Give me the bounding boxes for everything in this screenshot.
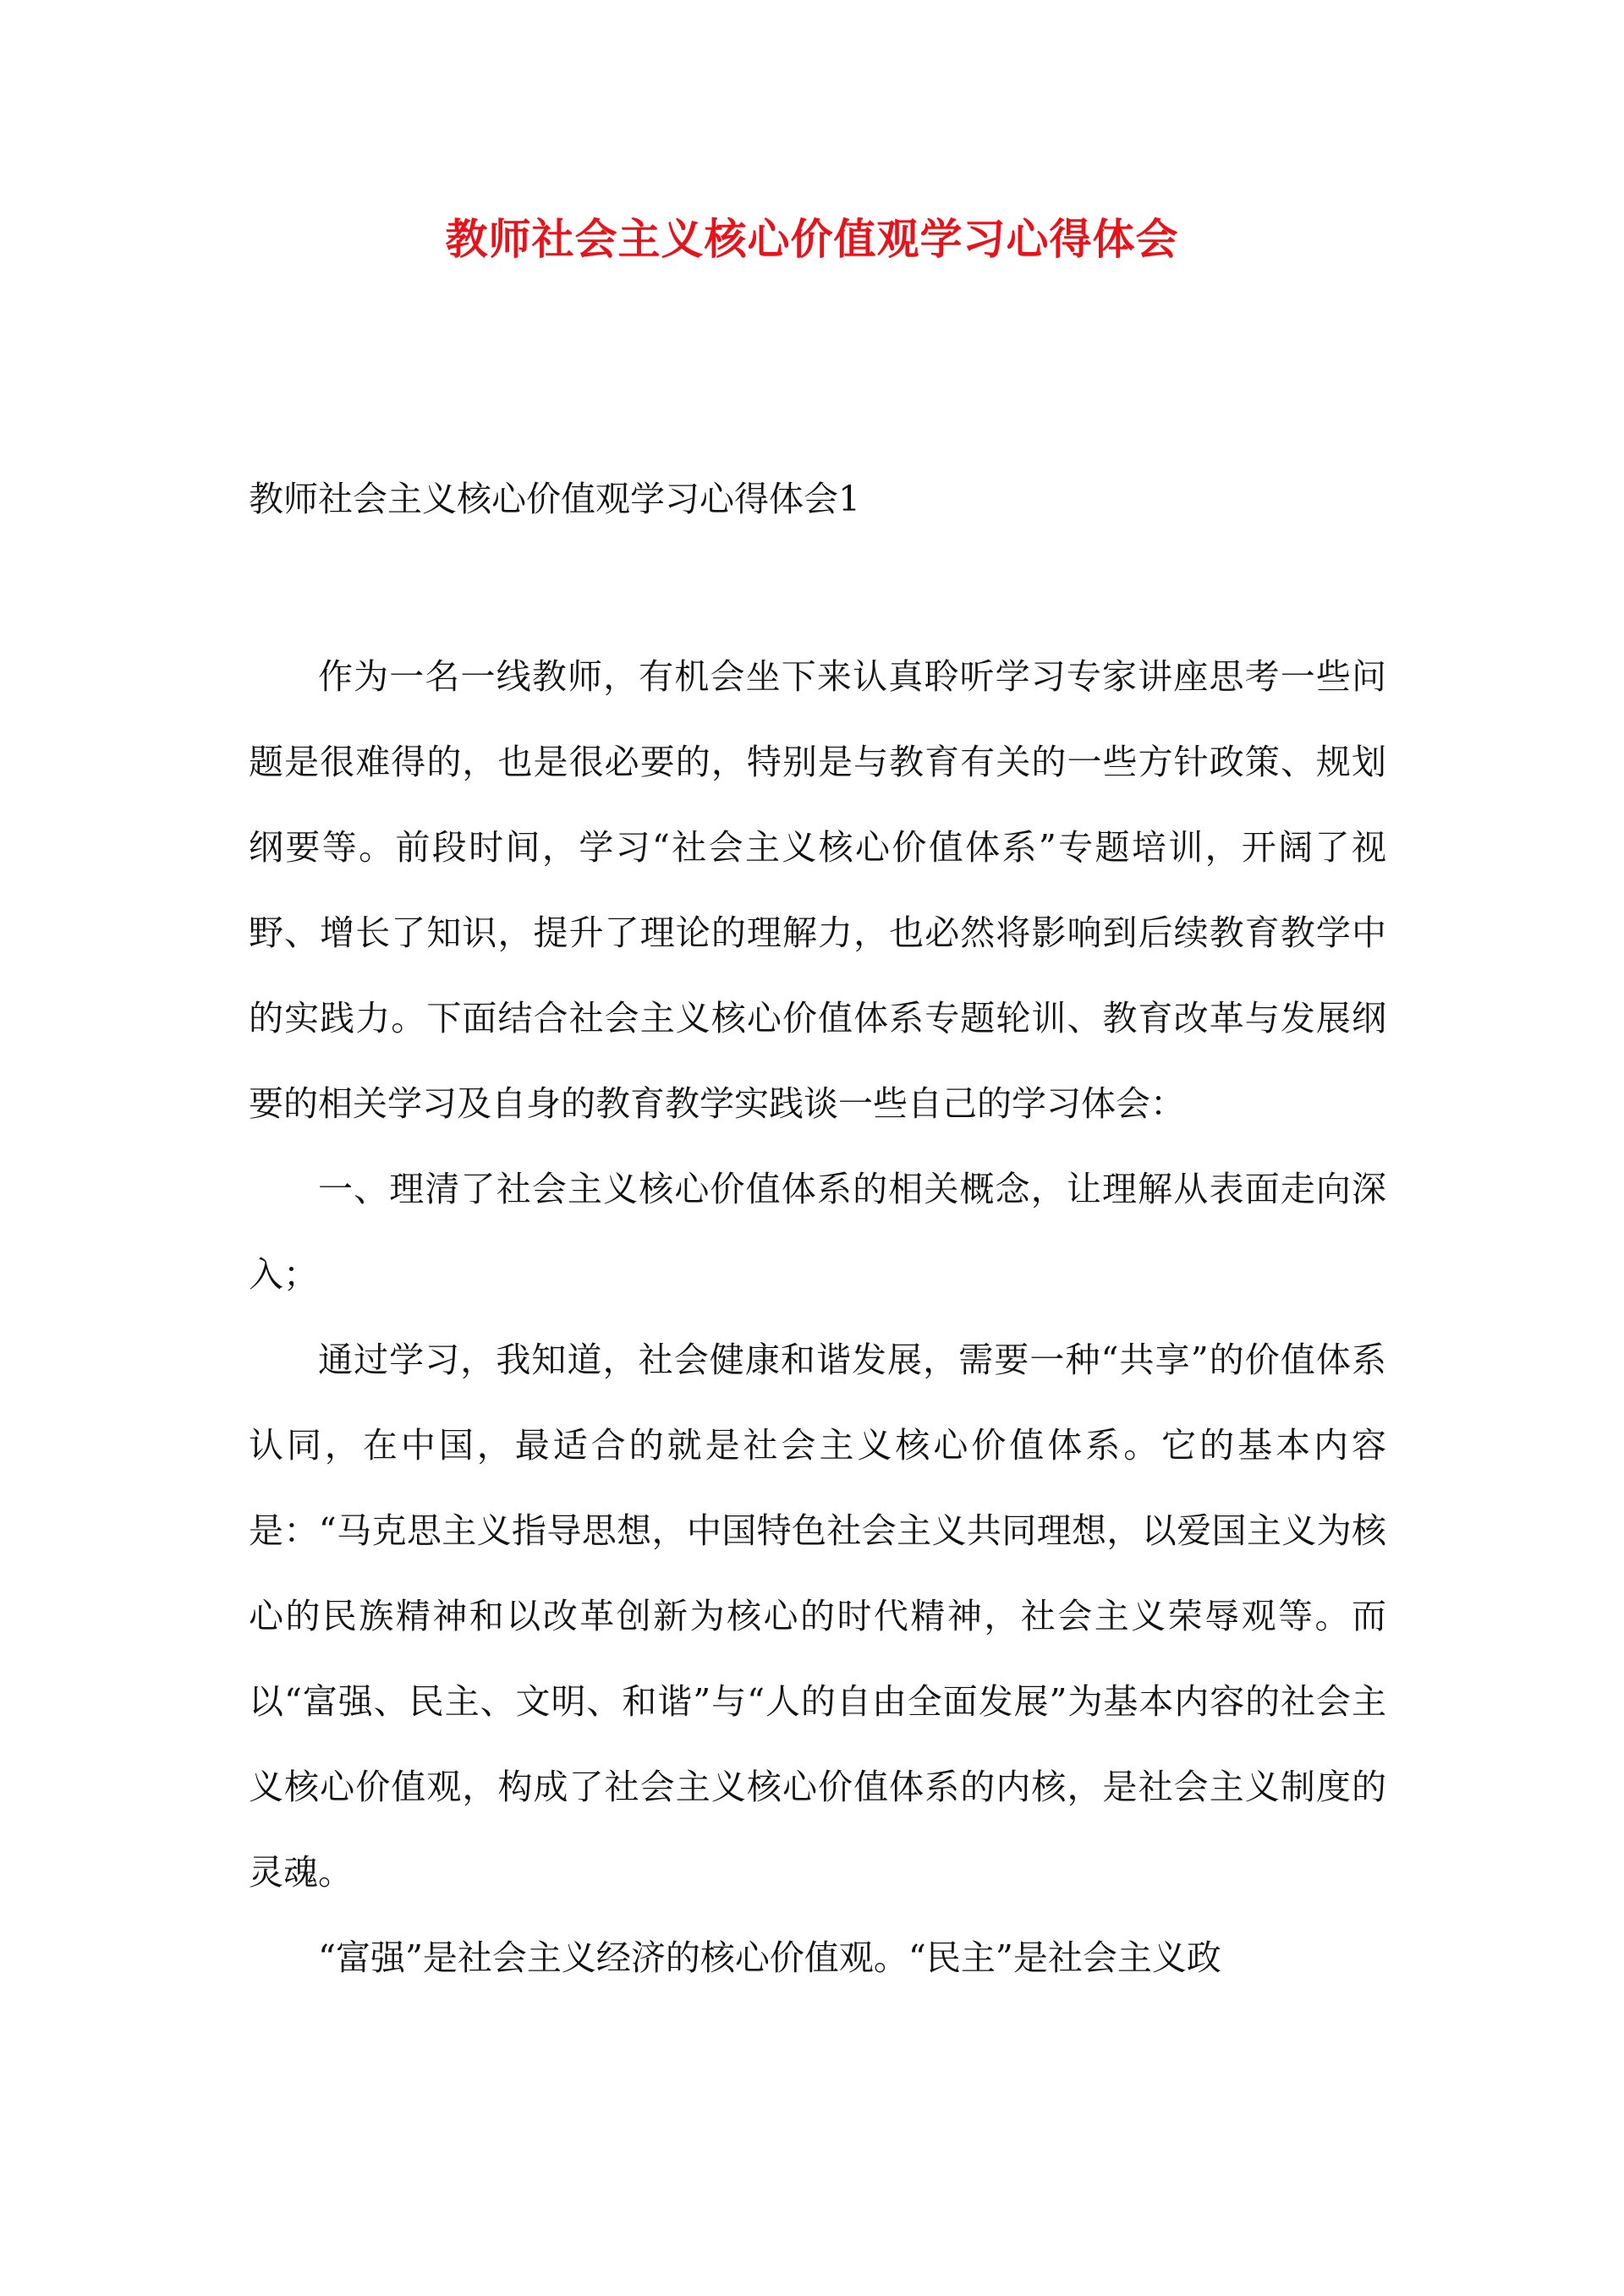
section-heading: 教师社会主义核心价值观学习心得体会1 <box>249 479 861 519</box>
paragraph: “富强”是社会主义经济的核心价值观。“民主”是社会主义政 <box>318 1937 1221 1978</box>
paragraph: 作为一名一线教师，有机会坐下来认真聆听学习专家讲座思考一些问题是很难得的，也是很必要的，特别是与教育有关的一些方针政策、规划纲要等。前段时间，学习“社会主义核心价值体系”专题培训，开阔了视野、增长了知识，提升了理论的理解力，也必然将影响到后续教育教学中的实践力。下面结合社会主义核心价值体系专题轮训、教育改革与发展纲要的相关学习及自身的教育教学实践谈一些自己的学习体会： <box>249 656 1386 1124</box>
paragraph: 通过学习，我知道，社会健康和谐发展，需要一种“共享”的价值体系认同，在中国，最适合的就是社会主义核心价值体系。它的基本内容是：“马克思主义指导思想，中国特色社会主义共同理想，以爱国主义为核心的民族精神和以改革创新为核心的时代精神，社会主义荣辱观等。而以“富强、民主、文明、和谐”与“人的自由全面发展”为基本内容的社会主义核心价值观，构成了社会主义核心价值体系的内核，是社会主义制度的灵魂。 <box>249 1340 1386 1893</box>
document-title: 教师社会主义核心价值观学习心得体会 <box>445 214 1179 264</box>
document-body <box>249 634 1386 2001</box>
paragraph: 一、理清了社会主义核心价值体系的相关概念，让理解从表面走向深入； <box>249 1169 1386 1295</box>
